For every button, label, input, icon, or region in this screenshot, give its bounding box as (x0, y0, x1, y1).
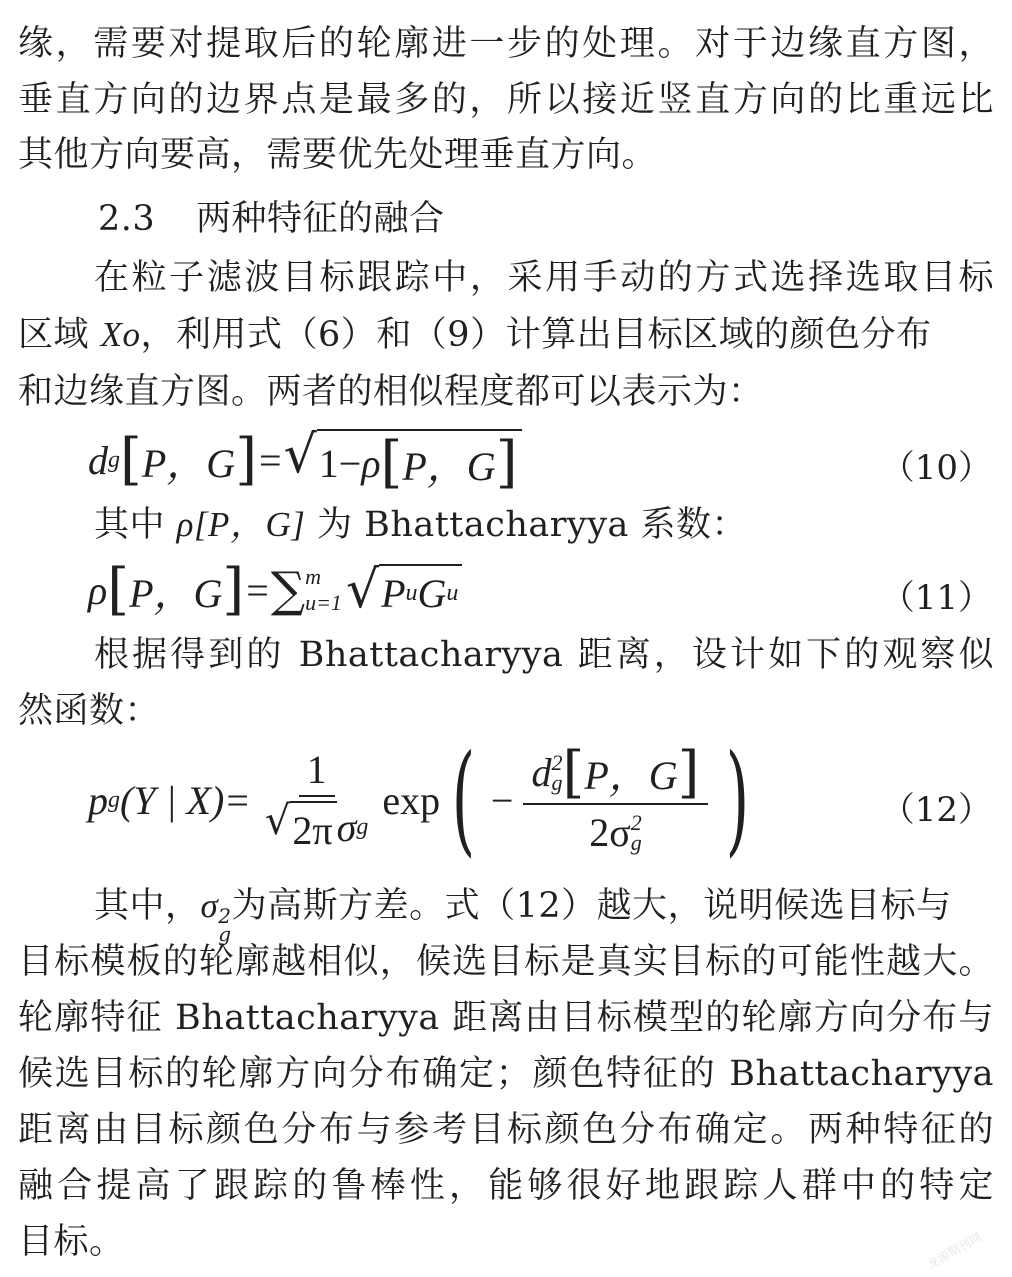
text-line: 在粒子滤波目标跟踪中，采用手动的方式选择选取目标 (94, 258, 994, 298)
equation-12: p g (Y | X) = 1 √ 2π σ g exp ( − d 2 g [ P，G ] 2σ 2 g ) (88, 730, 749, 869)
sqrt: √ P u G u (346, 564, 462, 617)
fraction: 1 √ 2π σ g (264, 747, 369, 853)
sqrt: √ 1− ρ [ P，G ] (284, 429, 522, 492)
text-line: 其他方向要高，需要优先处理垂直方向。 (18, 135, 658, 175)
variable-xo: Xo (100, 315, 141, 354)
text-line: 目标模板的轮廓越相似，候选目标是真实目标的可能性越大。 (18, 942, 994, 982)
equation-10: d g [ P，G ] = √ 1− ρ [ P，G ] (88, 428, 522, 492)
section-number: 2.3 (98, 199, 156, 239)
watermark: 龙源期刊网 (924, 1229, 984, 1272)
text-line: 距离由目标颜色分布与参考目标颜色分布确定。两种特征的 (18, 1110, 994, 1150)
equation-11: ρ [ P，G ] = ∑ m u=1 √ P u G u (88, 558, 462, 622)
text-line: 候选目标的轮廓方向分布确定；颜色特征的 Bhattacharyya (18, 1054, 994, 1094)
section-heading (98, 197, 1012, 241)
text-line: 缘，需要对提取后的轮廓进一步的处理。对于边缘直方图， (18, 24, 994, 64)
text-line: 和边缘直方图。两者的相似程度都可以表示为： (18, 372, 764, 412)
text-line: 其中 ρ[P，G] 为 Bhattacharyya 系数： (94, 505, 747, 545)
fraction: d 2 g [ P，G ] 2σ 2 g (523, 744, 707, 856)
equation-number: （12） (880, 790, 992, 830)
section-title: 两种特征的融合 (196, 199, 445, 239)
text-line: 融合提高了跟踪的鲁棒性，能够很好地跟踪人群中的特定 (18, 1166, 994, 1206)
equation-number: （10） (880, 448, 992, 488)
text-line: 其中，σ 2 g 为高斯方差。式（12）越大，说明候选目标与 (94, 886, 952, 946)
text-line: 然函数： (18, 691, 161, 731)
text-line: 轮廓特征 Bhattacharyya 距离由目标模型的轮廓方向分布与 (18, 998, 994, 1038)
text-line: 根据得到的 Bhattacharyya 距离，设计如下的观察似 (94, 635, 994, 675)
text-line: 垂直方向的边界点是最多的，所以接近竖直方向的比重远比 (18, 80, 994, 120)
equation-number: （11） (880, 578, 992, 618)
text-line: 区域 Xo，利用式（6）和（9）计算出目标区域的颜色分布 (18, 315, 932, 355)
summation-symbol: ∑ (270, 562, 306, 618)
text-line: 目标。 (18, 1222, 125, 1262)
